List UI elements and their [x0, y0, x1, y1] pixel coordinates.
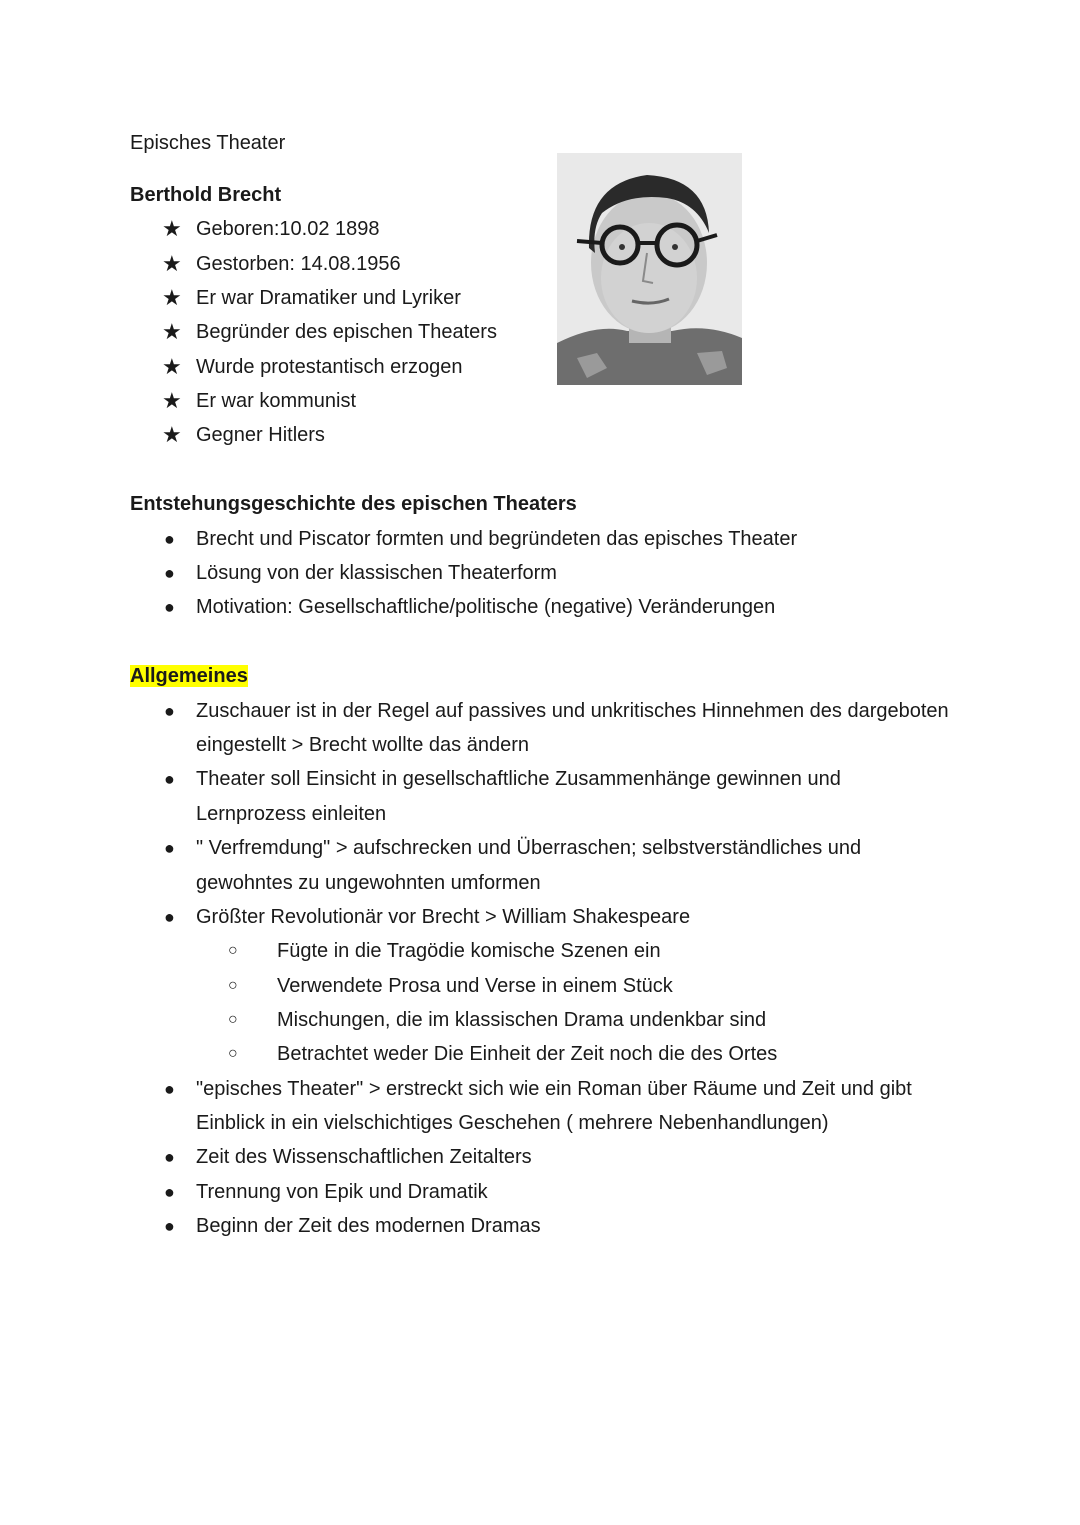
- star-bullet: ★: [162, 422, 182, 447]
- general-item: Größter Revolutionär vor Brecht > William Shakespeare: [196, 906, 691, 928]
- star-bullet: ★: [162, 216, 182, 241]
- dot-bullet: ●: [164, 597, 175, 617]
- star-bullet: ★: [162, 285, 182, 310]
- general-item-cont: Lernprozess einleiten: [196, 803, 387, 825]
- origin-item: Lösung von der klassischen Theaterform: [196, 562, 557, 584]
- general-item: Zeit des Wissenschaftlichen Zeitalters: [196, 1146, 532, 1168]
- origin-item: Brecht und Piscator formten und begründeten das episches Theater: [196, 528, 798, 550]
- dot-bullet: ●: [164, 1216, 175, 1236]
- origin-heading: Entstehungsgeschichte des epischen Theaters: [130, 493, 577, 515]
- general-item: Zuschauer ist in der Regel auf passives und unkritisches Hinnehmen des dargeboten: [196, 700, 949, 722]
- circle-bullet: ○: [228, 1045, 238, 1062]
- highlight: Allgemeines: [130, 665, 248, 687]
- dot-bullet: ●: [164, 1147, 175, 1167]
- brecht-fact: Er war kommunist: [196, 390, 357, 412]
- general-item: " Verfremdung" > aufschrecken und Überraschen; selbstverständliches und: [196, 837, 862, 859]
- dot-bullet: ●: [164, 701, 175, 721]
- doc-title: Episches Theater: [130, 132, 286, 154]
- star-bullet: ★: [162, 354, 182, 379]
- dot-bullet: ●: [164, 1079, 175, 1099]
- general-item: Trennung von Epik und Dramatik: [196, 1181, 488, 1203]
- dot-bullet: ●: [164, 907, 175, 927]
- dot-bullet: ●: [164, 1182, 175, 1202]
- dot-bullet: ●: [164, 563, 175, 583]
- brecht-fact: Geboren:10.02 1898: [196, 218, 380, 240]
- circle-bullet: ○: [228, 977, 238, 994]
- star-bullet: ★: [162, 251, 182, 276]
- brecht-portrait: [557, 153, 742, 385]
- general-item-cont: Einblick in ein vielschichtiges Geschehen ( mehrere Nebenhandlungen): [196, 1112, 829, 1134]
- star-bullet: ★: [162, 388, 182, 413]
- star-bullet: ★: [162, 319, 182, 344]
- brecht-heading: Berthold Brecht: [130, 184, 282, 206]
- brecht-fact: Er war Dramatiker und Lyriker: [196, 287, 461, 309]
- general-heading: [130, 664, 248, 688]
- brecht-fact: Gegner Hitlers: [196, 424, 325, 446]
- brecht-fact: Gestorben: 14.08.1956: [196, 253, 401, 275]
- sub-item: Mischungen, die im klassischen Drama undenkbar sind: [277, 1009, 767, 1031]
- general-item: "episches Theater" > erstreckt sich wie ein Roman über Räume und Zeit und gibt: [196, 1078, 912, 1100]
- dot-bullet: ●: [164, 838, 175, 858]
- brecht-fact: Wurde protestantisch erzogen: [196, 356, 463, 378]
- dot-bullet: ●: [164, 529, 175, 549]
- circle-bullet: ○: [228, 1011, 238, 1028]
- general-item-cont: eingestellt > Brecht wollte das ändern: [196, 734, 529, 756]
- general-item-cont: gewohntes zu ungewohnten umformen: [196, 872, 541, 894]
- sub-item: Betrachtet weder Die Einheit der Zeit noch die des Ortes: [277, 1043, 778, 1065]
- sub-item: Verwendete Prosa und Verse in einem Stück: [277, 975, 673, 997]
- dot-bullet: ●: [164, 769, 175, 789]
- brecht-fact: Begründer des epischen Theaters: [196, 321, 497, 343]
- general-item: Beginn der Zeit des modernen Dramas: [196, 1215, 541, 1237]
- sub-item: Fügte in die Tragödie komische Szenen ein: [277, 940, 661, 962]
- origin-item: Motivation: Gesellschaftliche/politische (negative) Veränderungen: [196, 596, 776, 618]
- circle-bullet: ○: [228, 942, 238, 959]
- general-item: Theater soll Einsicht in gesellschaftliche Zusammenhänge gewinnen und: [196, 768, 841, 790]
